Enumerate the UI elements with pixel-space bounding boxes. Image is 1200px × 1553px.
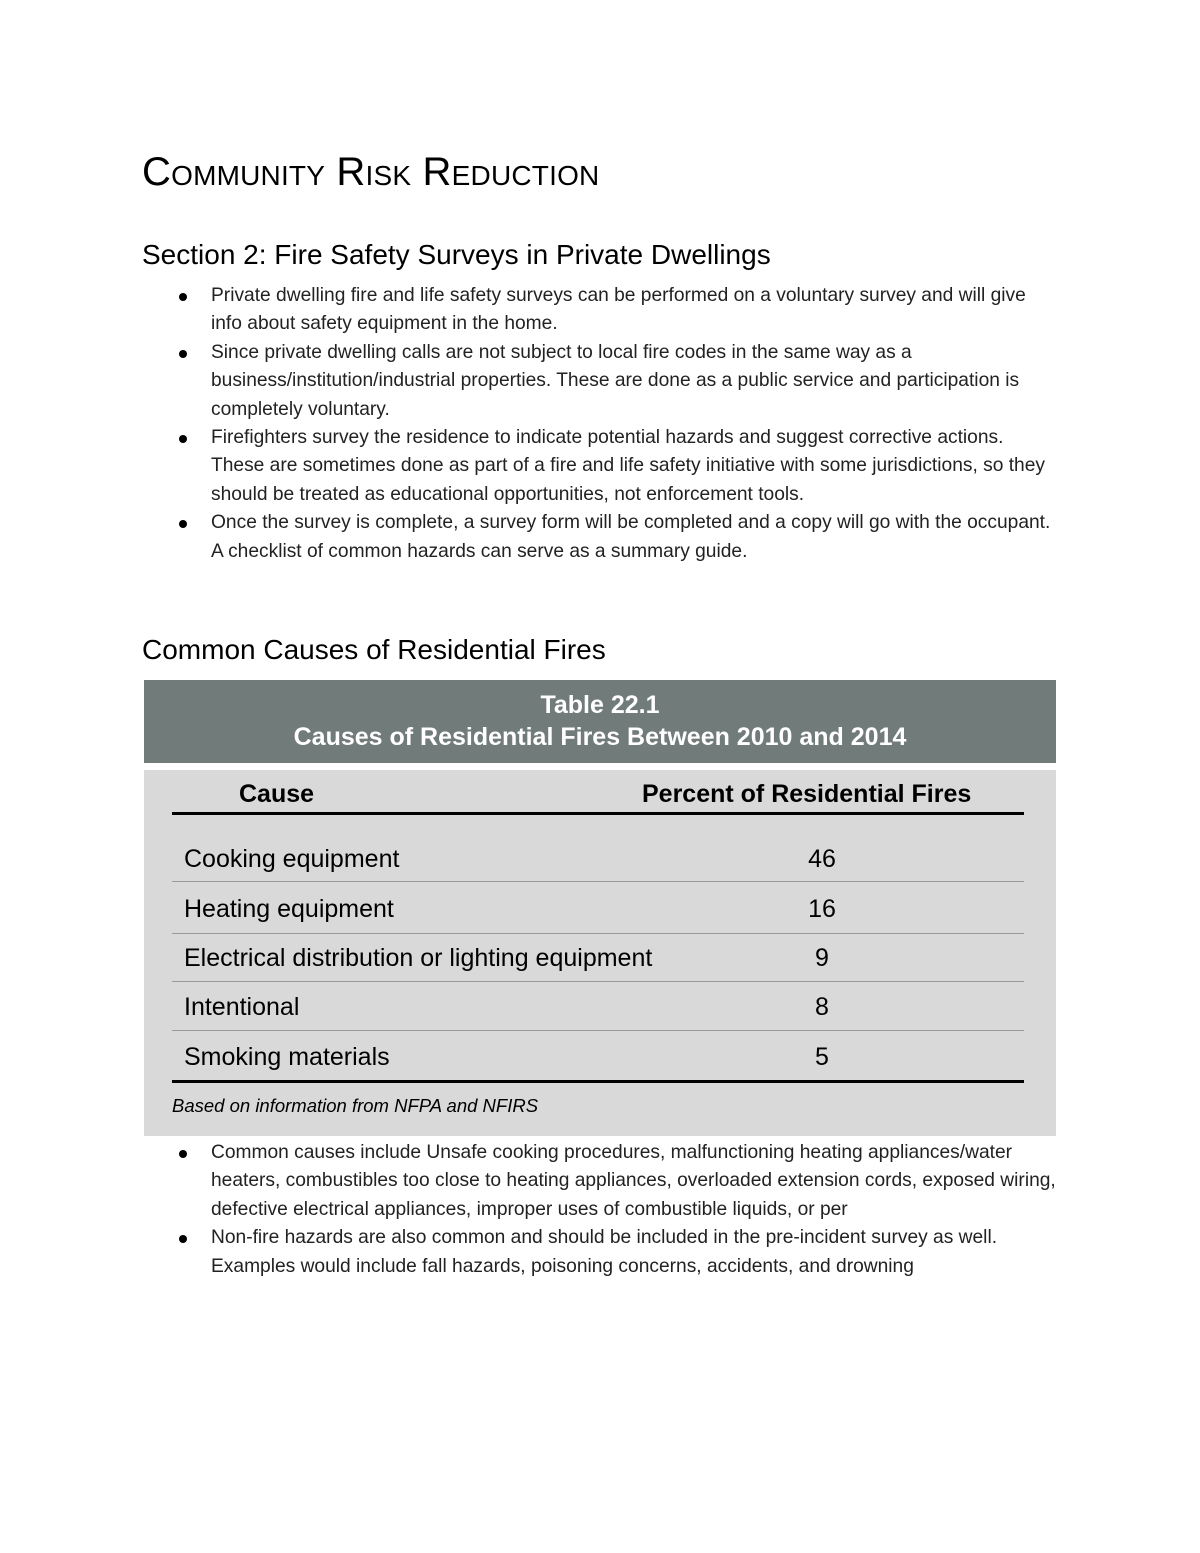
cell-cause: Smoking materials bbox=[184, 1043, 390, 1071]
cell-cause: Intentional bbox=[184, 993, 300, 1021]
row-divider bbox=[172, 881, 1024, 882]
bullet-icon bbox=[179, 350, 187, 358]
bullet-icon bbox=[179, 293, 187, 301]
bullet-icon bbox=[179, 520, 187, 528]
row-divider bbox=[172, 981, 1024, 982]
table-row bbox=[172, 983, 1024, 1032]
list-item bbox=[142, 339, 1060, 424]
list-item-text: Private dwelling fire and life safety surveys can be performed on a voluntary survey and will give info about safety equipment in the home. bbox=[211, 285, 1026, 335]
list-item-text: Non-fire hazards are also common and should be included in the pre-incident survey as well. Examples would include fall hazards, poisoning concerns, accidents, and drowning bbox=[211, 1227, 998, 1277]
table-source-note: Based on information from NFPA and NFIRS bbox=[172, 1095, 539, 1116]
table-row bbox=[172, 835, 1024, 884]
cell-percent: 9 bbox=[815, 944, 829, 972]
list-item-text: Common causes include Unsafe cooking procedures, malfunctioning heating appliances/water heaters, combustibles too close to heating appliances, overloaded extension cords, exposed wiring, defective electrical appliances, improper uses of combustible liquids, or per bbox=[211, 1142, 1056, 1220]
table-row bbox=[172, 1033, 1024, 1082]
list-item bbox=[142, 282, 1060, 339]
list-item bbox=[142, 509, 1060, 566]
document-title: Community Risk Reduction bbox=[142, 150, 600, 194]
cell-percent: 5 bbox=[815, 1043, 829, 1071]
list-item bbox=[142, 424, 1060, 509]
list-item-text: Once the survey is complete, a survey form will be completed and a copy will go with the occupant. A checklist of common hazards can serve as a summary guide. bbox=[211, 512, 1051, 562]
row-divider bbox=[172, 1030, 1024, 1031]
table-banner bbox=[144, 680, 1056, 763]
causes-table-figure bbox=[144, 680, 1056, 1136]
table-row bbox=[172, 934, 1024, 983]
list-item-text: Firefighters survey the residence to indicate potential hazards and suggest corrective actions. These are sometimes done as part of a fire and life safety initiative with some jurisdictions, so they should be treated as educational opportunities, not enforcement tools. bbox=[211, 427, 1045, 505]
cell-percent: 46 bbox=[808, 845, 836, 873]
cell-cause: Electrical distribution or lighting equipment bbox=[184, 944, 653, 972]
cell-percent: 8 bbox=[815, 993, 829, 1021]
table-number: Table 22.1 bbox=[540, 691, 660, 719]
column-header-percent: Percent of Residential Fires bbox=[642, 780, 972, 808]
list-item-text: Since private dwelling calls are not subject to local fire codes in the same way as a business/institution/industrial properties. These are done as a public service and participation is completely voluntary. bbox=[211, 341, 1020, 420]
footer-rule bbox=[172, 1080, 1024, 1083]
list-item bbox=[142, 1139, 1060, 1224]
survey-bullet-list bbox=[142, 282, 1060, 566]
table-row bbox=[172, 885, 1024, 934]
section-2-heading: Section 2: Fire Safety Surveys in Private Dwellings bbox=[142, 239, 771, 270]
bullet-icon bbox=[179, 1150, 187, 1158]
list-item bbox=[142, 1224, 1060, 1281]
common-causes-heading: Common Causes of Residential Fires bbox=[142, 634, 606, 665]
cell-percent: 16 bbox=[808, 895, 836, 923]
column-header-cause: Cause bbox=[239, 780, 315, 808]
causes-bullet-list bbox=[142, 1139, 1060, 1281]
header-rule bbox=[172, 812, 1024, 815]
bullet-icon bbox=[179, 435, 187, 443]
bullet-icon bbox=[179, 1235, 187, 1243]
banner-divider bbox=[144, 763, 1056, 770]
cell-cause: Cooking equipment bbox=[184, 845, 400, 873]
cell-cause: Heating equipment bbox=[184, 895, 394, 923]
table-caption: Causes of Residential Fires Between 2010 and 2014 bbox=[293, 723, 907, 751]
